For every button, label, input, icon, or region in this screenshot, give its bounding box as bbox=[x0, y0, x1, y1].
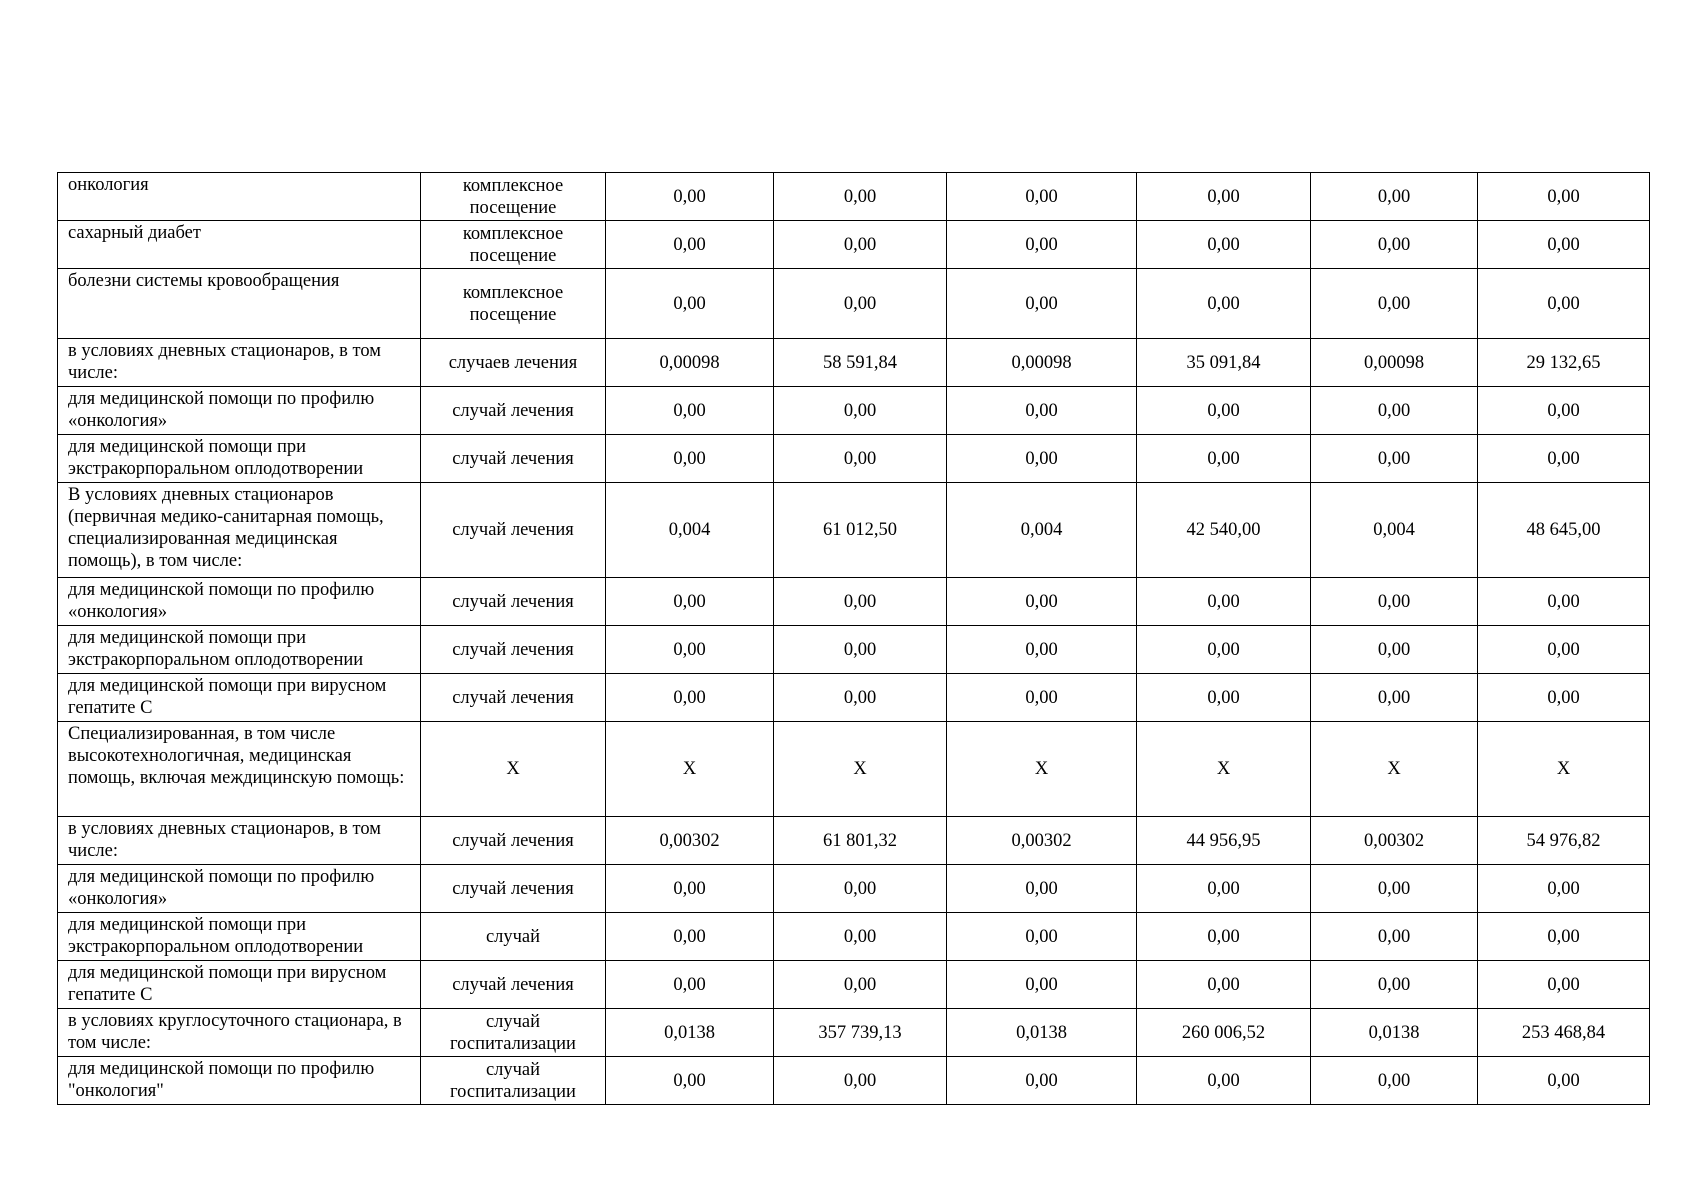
row-value-cell: 0,00 bbox=[774, 674, 947, 722]
row-name-cell: болезни системы кровообращения bbox=[58, 269, 421, 339]
row-value-cell: 0,00098 bbox=[1311, 339, 1478, 387]
row-value-cell: 0,00 bbox=[1311, 865, 1478, 913]
row-value-cell: 0,00 bbox=[947, 961, 1137, 1009]
row-value-cell: X bbox=[606, 722, 774, 817]
row-value-cell: 0,00 bbox=[1137, 961, 1311, 1009]
table-row bbox=[58, 435, 1650, 483]
row-value-cell: 0,00098 bbox=[606, 339, 774, 387]
row-unit-cell: комплексное посещение bbox=[421, 269, 606, 339]
row-name-cell: В условиях дневных стационаров (первичная медико-санитарная помощь, специализированная медицинская помощь), в том числе: bbox=[58, 483, 421, 578]
row-value-cell: 35 091,84 bbox=[1137, 339, 1311, 387]
row-value-cell: 0,00 bbox=[1311, 913, 1478, 961]
row-value-cell: 0,00 bbox=[947, 865, 1137, 913]
row-name-cell: для медицинской помощи при вирусном гепатите С bbox=[58, 961, 421, 1009]
row-unit-cell: случай bbox=[421, 913, 606, 961]
row-value-cell: 0,00 bbox=[1311, 961, 1478, 1009]
row-value-cell: 0,00 bbox=[1478, 913, 1650, 961]
row-value-cell: X bbox=[1137, 722, 1311, 817]
standards-table bbox=[57, 172, 1650, 1105]
row-value-cell: 0,00 bbox=[606, 626, 774, 674]
row-name-cell: для медицинской помощи при экстракорпоральном оплодотворении bbox=[58, 913, 421, 961]
row-value-cell: 0,00 bbox=[1478, 387, 1650, 435]
row-value-cell: 0,00 bbox=[774, 269, 947, 339]
row-name-cell: онкология bbox=[58, 173, 421, 221]
row-unit-cell: случай лечения bbox=[421, 626, 606, 674]
row-name-cell: для медицинской помощи при экстракорпоральном оплодотворении bbox=[58, 435, 421, 483]
row-value-cell: 0,00 bbox=[606, 578, 774, 626]
row-value-cell: 0,00098 bbox=[947, 339, 1137, 387]
row-value-cell: 0,00 bbox=[947, 674, 1137, 722]
row-value-cell: 0,00 bbox=[1478, 269, 1650, 339]
row-value-cell: 0,00 bbox=[1137, 173, 1311, 221]
row-value-cell: 44 956,95 bbox=[1137, 817, 1311, 865]
row-value-cell: 0,00 bbox=[774, 1057, 947, 1105]
row-value-cell: 0,00 bbox=[606, 913, 774, 961]
table-row bbox=[58, 722, 1650, 817]
row-value-cell: 0,0138 bbox=[1311, 1009, 1478, 1057]
row-unit-cell: случай госпитализации bbox=[421, 1057, 606, 1105]
row-name-cell: для медицинской помощи по профилю "онкология" bbox=[58, 1057, 421, 1105]
row-value-cell: 61 801,32 bbox=[774, 817, 947, 865]
table-row bbox=[58, 865, 1650, 913]
row-value-cell: 58 591,84 bbox=[774, 339, 947, 387]
row-unit-cell: случай лечения bbox=[421, 578, 606, 626]
row-value-cell: 0,00 bbox=[1137, 578, 1311, 626]
row-value-cell: 0,00302 bbox=[947, 817, 1137, 865]
row-value-cell: 0,00 bbox=[947, 269, 1137, 339]
row-unit-cell: комплексное посещение bbox=[421, 221, 606, 269]
row-value-cell: 0,00 bbox=[606, 269, 774, 339]
row-value-cell: 54 976,82 bbox=[1478, 817, 1650, 865]
row-value-cell: 0,00 bbox=[947, 578, 1137, 626]
row-value-cell: X bbox=[1311, 722, 1478, 817]
table-row bbox=[58, 674, 1650, 722]
row-value-cell: 0,0138 bbox=[947, 1009, 1137, 1057]
row-value-cell: 0,00 bbox=[1478, 961, 1650, 1009]
row-unit-cell: случай лечения bbox=[421, 387, 606, 435]
row-value-cell: 0,00 bbox=[606, 221, 774, 269]
row-value-cell: 0,00 bbox=[774, 387, 947, 435]
row-name-cell: для медицинской помощи при экстракорпоральном оплодотворении bbox=[58, 626, 421, 674]
row-value-cell: 0,00 bbox=[1137, 674, 1311, 722]
row-value-cell: 260 006,52 bbox=[1137, 1009, 1311, 1057]
row-value-cell: X bbox=[1478, 722, 1650, 817]
table-row bbox=[58, 1009, 1650, 1057]
row-value-cell: 0,00 bbox=[606, 961, 774, 1009]
row-unit-cell: случай лечения bbox=[421, 483, 606, 578]
row-value-cell: 0,00 bbox=[1478, 1057, 1650, 1105]
row-value-cell: 0,00 bbox=[1137, 1057, 1311, 1105]
row-value-cell: 0,00 bbox=[1311, 435, 1478, 483]
table-row bbox=[58, 626, 1650, 674]
row-value-cell: 0,00 bbox=[1478, 435, 1650, 483]
row-value-cell: 0,00 bbox=[774, 865, 947, 913]
row-value-cell: 0,00302 bbox=[606, 817, 774, 865]
row-unit-cell: случай лечения bbox=[421, 865, 606, 913]
row-value-cell: 0,00 bbox=[774, 173, 947, 221]
row-value-cell: 0,00 bbox=[1311, 578, 1478, 626]
row-value-cell: 0,00 bbox=[1137, 865, 1311, 913]
row-value-cell: 0,00 bbox=[1478, 578, 1650, 626]
table-row bbox=[58, 173, 1650, 221]
row-value-cell: 253 468,84 bbox=[1478, 1009, 1650, 1057]
row-unit-cell: X bbox=[421, 722, 606, 817]
row-value-cell: 0,00 bbox=[1137, 626, 1311, 674]
row-value-cell: 0,00 bbox=[774, 578, 947, 626]
table-row bbox=[58, 339, 1650, 387]
row-value-cell: 357 739,13 bbox=[774, 1009, 947, 1057]
row-value-cell: 0,00 bbox=[1137, 387, 1311, 435]
row-name-cell: сахарный диабет bbox=[58, 221, 421, 269]
table-row bbox=[58, 483, 1650, 578]
row-value-cell: 0,00 bbox=[947, 221, 1137, 269]
table-body bbox=[58, 173, 1650, 1105]
row-value-cell: 0,00 bbox=[947, 173, 1137, 221]
row-value-cell: 61 012,50 bbox=[774, 483, 947, 578]
row-value-cell: 0,00 bbox=[947, 1057, 1137, 1105]
row-value-cell: 0,00 bbox=[1478, 221, 1650, 269]
row-value-cell: 0,00 bbox=[606, 674, 774, 722]
row-name-cell: для медицинской помощи при вирусном гепатите С bbox=[58, 674, 421, 722]
row-unit-cell: случай лечения bbox=[421, 961, 606, 1009]
row-value-cell: 0,00 bbox=[1311, 269, 1478, 339]
row-value-cell: 0,00 bbox=[774, 626, 947, 674]
table-row bbox=[58, 269, 1650, 339]
row-value-cell: 0,00 bbox=[606, 387, 774, 435]
row-value-cell: X bbox=[774, 722, 947, 817]
row-value-cell: 0,0138 bbox=[606, 1009, 774, 1057]
table-row bbox=[58, 1057, 1650, 1105]
row-value-cell: 0,00 bbox=[1311, 1057, 1478, 1105]
row-value-cell: 0,00 bbox=[1311, 173, 1478, 221]
row-value-cell: 0,004 bbox=[1311, 483, 1478, 578]
row-value-cell: 0,00 bbox=[1311, 674, 1478, 722]
row-value-cell: 0,00 bbox=[774, 221, 947, 269]
row-unit-cell: комплексное посещение bbox=[421, 173, 606, 221]
row-name-cell: в условиях дневных стационаров, в том числе: bbox=[58, 339, 421, 387]
row-value-cell: 0,00 bbox=[1478, 865, 1650, 913]
row-value-cell: 0,00 bbox=[1478, 674, 1650, 722]
row-unit-cell: случай госпитализации bbox=[421, 1009, 606, 1057]
row-value-cell: 0,00 bbox=[1311, 387, 1478, 435]
row-value-cell: 0,00 bbox=[947, 626, 1137, 674]
table-row bbox=[58, 387, 1650, 435]
row-value-cell: 0,00 bbox=[1137, 269, 1311, 339]
row-name-cell: в условиях дневных стационаров, в том числе: bbox=[58, 817, 421, 865]
row-value-cell: 0,00 bbox=[1311, 221, 1478, 269]
row-value-cell: 0,00 bbox=[774, 435, 947, 483]
row-value-cell: 0,00 bbox=[1137, 913, 1311, 961]
row-unit-cell: случай лечения bbox=[421, 817, 606, 865]
row-value-cell: X bbox=[947, 722, 1137, 817]
row-value-cell: 0,00 bbox=[947, 387, 1137, 435]
table-row bbox=[58, 817, 1650, 865]
table-row bbox=[58, 961, 1650, 1009]
row-value-cell: 0,00 bbox=[606, 1057, 774, 1105]
row-value-cell: 0,00 bbox=[606, 435, 774, 483]
row-value-cell: 0,004 bbox=[606, 483, 774, 578]
row-value-cell: 0,00 bbox=[1137, 435, 1311, 483]
row-value-cell: 0,00 bbox=[774, 913, 947, 961]
row-value-cell: 0,00 bbox=[1311, 626, 1478, 674]
row-name-cell: в условиях круглосуточного стационара, в том числе: bbox=[58, 1009, 421, 1057]
row-value-cell: 29 132,65 bbox=[1478, 339, 1650, 387]
table-row bbox=[58, 913, 1650, 961]
row-value-cell: 0,00 bbox=[1137, 221, 1311, 269]
table-row bbox=[58, 578, 1650, 626]
row-value-cell: 0,00 bbox=[1478, 626, 1650, 674]
row-value-cell: 0,00 bbox=[947, 435, 1137, 483]
row-value-cell: 48 645,00 bbox=[1478, 483, 1650, 578]
row-name-cell: для медицинской помощи по профилю «онкология» bbox=[58, 865, 421, 913]
row-unit-cell: случаев лечения bbox=[421, 339, 606, 387]
row-name-cell: для медицинской помощи по профилю «онкология» bbox=[58, 578, 421, 626]
row-value-cell: 0,00 bbox=[606, 173, 774, 221]
row-value-cell: 0,00 bbox=[947, 913, 1137, 961]
row-name-cell: для медицинской помощи по профилю «онкология» bbox=[58, 387, 421, 435]
row-value-cell: 0,004 bbox=[947, 483, 1137, 578]
row-value-cell: 0,00 bbox=[606, 865, 774, 913]
row-value-cell: 0,00 bbox=[1478, 173, 1650, 221]
row-unit-cell: случай лечения bbox=[421, 674, 606, 722]
row-value-cell: 0,00 bbox=[774, 961, 947, 1009]
table-row bbox=[58, 221, 1650, 269]
row-name-cell: Специализированная, в том числе высокотехнологичная, медицинская помощь, включая междицинскую помощь: bbox=[58, 722, 421, 817]
row-value-cell: 42 540,00 bbox=[1137, 483, 1311, 578]
row-unit-cell: случай лечения bbox=[421, 435, 606, 483]
row-value-cell: 0,00302 bbox=[1311, 817, 1478, 865]
